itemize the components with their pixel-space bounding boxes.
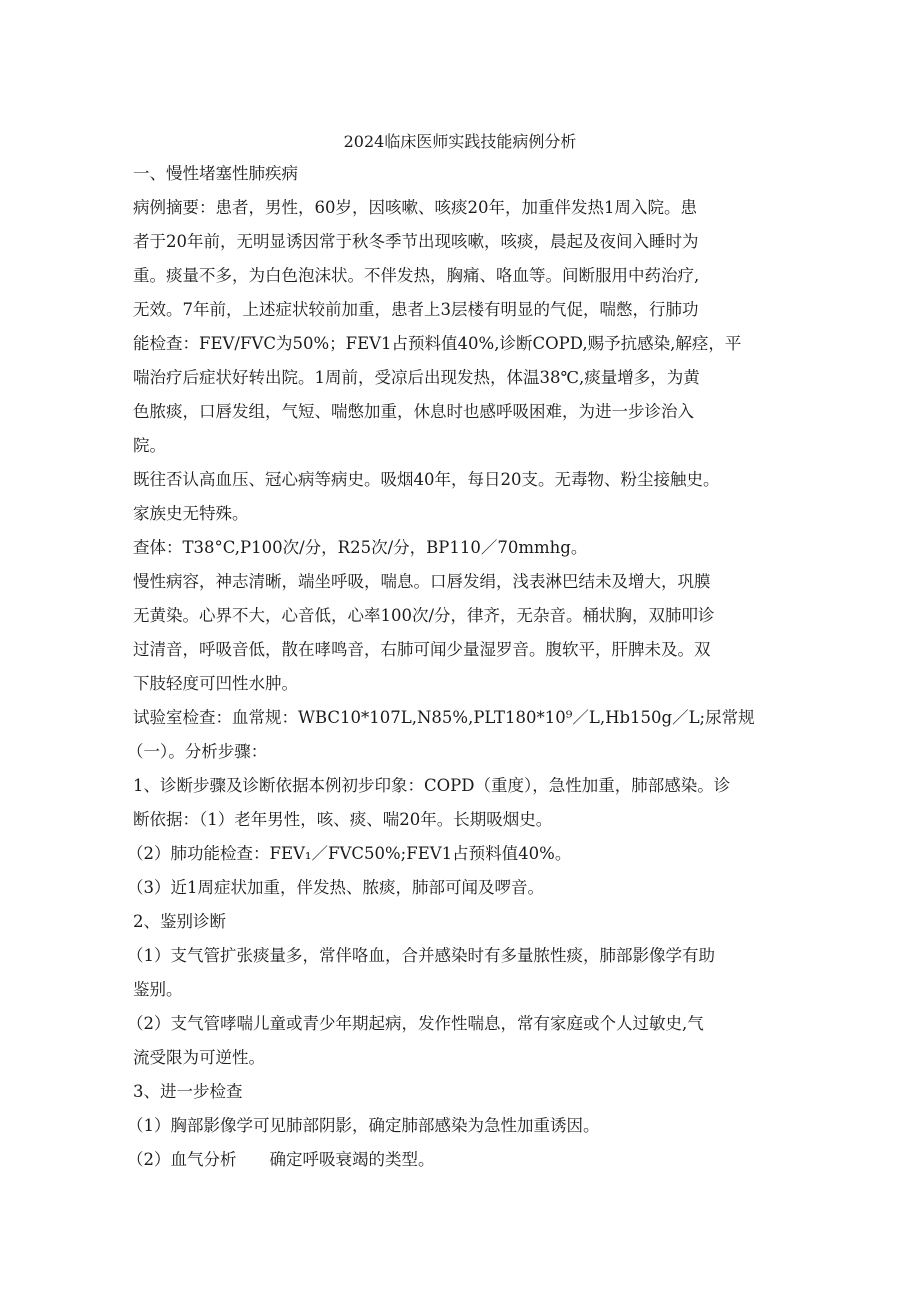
paragraph-line: 慢性病容，神志清晰，端坐呼吸，喘息。口唇发绢，浅表淋巴结未及增大，巩膜	[133, 572, 711, 591]
paragraph-line: （1）支气管扩张痰量多，常伴咯血，合并感染时有多量脓性痰，肺部影像学有助	[127, 946, 715, 965]
paragraph-line: 重。痰量不多，为白色泡沫状。不伴发热，胸痛、咯血等。间断服用中药治疗,	[133, 266, 700, 285]
paragraph-line: 者于20年前，无明显诱因常于秋冬季节出现咳嗽，咳痰，晨起及夜间入睡时为	[133, 232, 699, 251]
paragraph-line: 喘治疗后症状好转出院。1周前，受凉后出现发热，体温38℃,痰量增多，为黄	[133, 368, 700, 387]
paragraph-line: 无黄染。心界不大，心音低，心率100次/分，律齐，无杂音。桶状胸，双肺叩诊	[133, 606, 715, 625]
document-body	[127, 157, 793, 1177]
paragraph-line: 既往否认高血压、冠心病等病史。吸烟40年，每日20支。无毒物、粉尘接触史。	[133, 470, 720, 489]
paragraph-line: 流受限为可逆性。	[133, 1048, 265, 1067]
section-heading: 2、鉴别诊断	[133, 912, 226, 931]
paragraph-line: （2）血气分析 确定呼吸衰竭的类型。	[127, 1150, 435, 1169]
paragraph-line: 鉴别。	[133, 980, 183, 999]
paragraph-line: 断依据：（1）老年男性，咳、痰、喘20年。长期吸烟史。	[133, 810, 553, 829]
paragraph-line: 查体：T38°C,P100次/分，R25次/分，BP110／70mmhg。	[133, 538, 588, 557]
paragraph-line: （3）近1周症状加重，伴发热、脓痰，肺部可闻及啰音。	[127, 878, 544, 897]
paragraph-line: 1、诊断步骤及诊断依据本例初步印象：COPD（重度），急性加重，肺部感染。诊	[133, 776, 731, 795]
paragraph-line: （1）胸部影像学可见肺部阴影，确定肺部感染为急性加重诱因。	[127, 1116, 600, 1135]
paragraph-line: 色脓痰，口唇发组，气短、喘憋加重，休息时也感呼吸困难，为进一步诊治入	[133, 402, 694, 421]
document-title: 2024临床医师实践技能病例分析	[343, 132, 577, 151]
paragraph-line: 过清音，呼吸音低，散在哮鸣音，右肺可闻少量湿罗音。腹软平，肝脾未及。双	[133, 640, 711, 659]
paragraph-line: 院。	[133, 436, 166, 455]
paragraph-line: 病例摘要：患者，男性，60岁，因咳嗽、咳痰20年，加重伴发热1周入院。患	[133, 198, 697, 217]
section-heading: 3、进一步检查	[133, 1082, 243, 1101]
paragraph-line: （2）肺功能检查：FEV₁／FVC50%;FEV1占预料值40%。	[127, 844, 572, 863]
paragraph-line: 试验室检查：血常规：WBC10*107L,N85%,PLT180*10⁹／L,Hb150g／L;尿常规	[133, 708, 755, 727]
paragraph-line: （一）。分析步骤：	[127, 742, 268, 761]
paragraph-line: （2）支气管哮喘儿童或青少年期起病，发作性喘息，常有家庭或个人过敏史,气	[127, 1014, 704, 1033]
paragraph-line: 家族史无特殊。	[133, 504, 249, 523]
section-heading: 一、慢性堵塞性肺疾病	[133, 164, 298, 183]
paragraph-line: 能检查：FEV/FVC为50%；FEV1占预料值40%,诊断COPD,赐予抗感染,解痉，平	[133, 334, 742, 353]
paragraph-line: 下肢轻度可凹性水肿。	[133, 674, 298, 693]
paragraph-line: 无效。7年前，上述症状较前加重，患者上3层楼有明显的气促，喘憋，行肺功	[133, 300, 699, 319]
